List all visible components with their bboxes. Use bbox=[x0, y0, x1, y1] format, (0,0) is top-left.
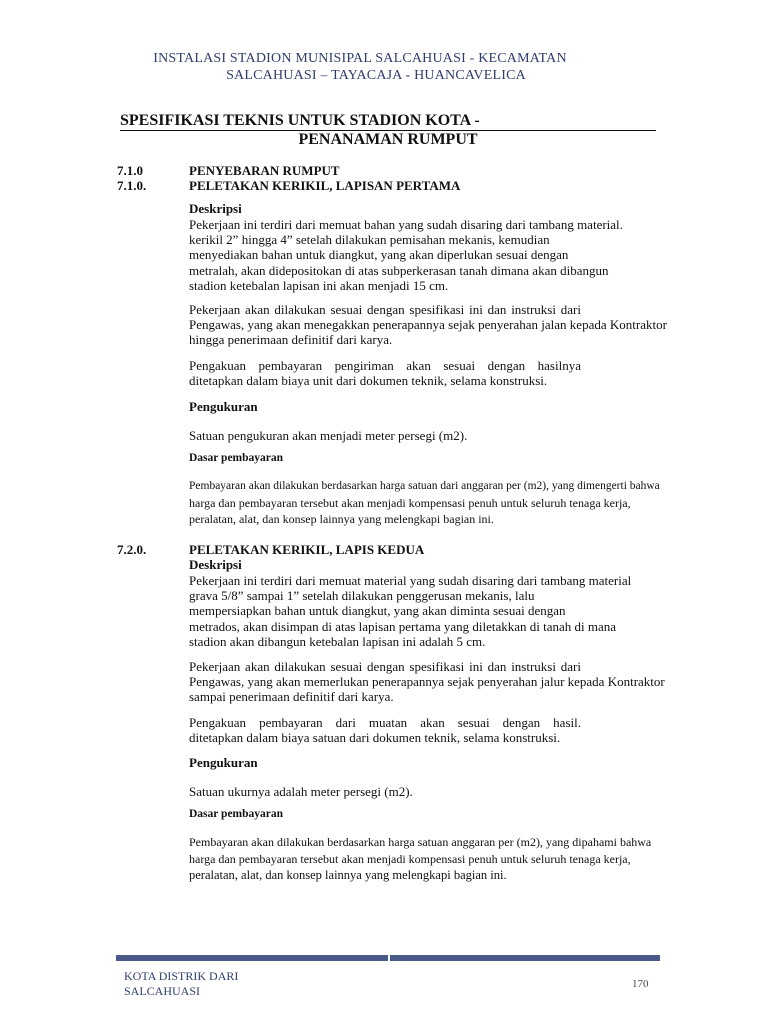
section-title-penyebaran-rumput: PENYEBARAN RUMPUT bbox=[189, 163, 340, 178]
section-title-lapisan-pertama: PELETAKAN KERIKIL, LAPISAN PERTAMA bbox=[189, 178, 461, 193]
page-title-line-2: PENANAMAN RUMPUT bbox=[298, 131, 478, 148]
page-title-line-1: SPESIFIKASI TEKNIS UNTUK STADION KOTA - bbox=[120, 112, 656, 131]
section-number-7-1-0-dot: 7.1.0. bbox=[117, 178, 147, 193]
subheading-deskripsi: Deskripsi bbox=[189, 201, 242, 216]
paragraph-deskripsi-1: Pekerjaan ini terdiri dari memuat bahan yang sudah disaring dari tambang material. kerikil 2” hingga 4” setelah dilakukan pemisahan mekanis, kemudian menyediakan bahan untuk diangkut, yang akan diperlukan sesuai dengan metralah, akan didepositokan di atas subperkerasan tanah dimana akan dibangun stadion ketebalan lapisan ini akan menjadi 15 cm. bbox=[189, 217, 623, 293]
subheading-dasar-pembayaran-2: Dasar pembayaran bbox=[189, 808, 284, 820]
subheading-deskripsi-2: Deskripsi bbox=[189, 557, 242, 572]
page-number: 170 bbox=[632, 978, 649, 990]
paragraph-pengakuan-2: Pengakuan pembayaran dari muatan akan sesuai dengan hasil. ditetapkan dalam biaya satuan dari dokumen teknik, selama konstruksi. bbox=[189, 715, 581, 746]
document-header-line-1: INSTALASI STADION MUNISIPAL SALCAHUASI - KECAMATAN bbox=[153, 51, 567, 66]
paragraph-pengukuran-1: Satuan pengukuran akan menjadi meter persegi (m2). bbox=[189, 428, 468, 443]
paragraph-dasar-pembayaran-2: Pembayaran akan dilakukan berdasarkan harga satuan anggaran per (m2), yang dipahami bahwa harga dan pembayaran tersebut akan menjadi kompensasi penuh untuk seluruh tenaga kerja, peralatan, alat, dan konsep lainnya yang melengkapi bagian ini. bbox=[189, 835, 652, 882]
section-number-7-1-0: 7.1.0 bbox=[117, 163, 143, 178]
paragraph-pelaksanaan-1: Pekerjaan akan dilakukan sesuai dengan spesifikasi ini dan instruksi dari Pengawas, yang akan menegakkan penerapannya sejak penyerahan jalan kepada Kontraktor hingga penerimaan definitif dari karya. bbox=[189, 302, 667, 348]
paragraph-dasar-pembayaran-1: Pembayaran akan dilakukan berdasarkan harga satuan dari anggaran per (m2), yang dimengerti bahwa harga dan pembayaran tersebut akan menjadi kompensasi penuh untuk seluruh tenaga kerja, peralatan, alat, dan konsep lainnya yang melengkapi bagian ini. bbox=[189, 480, 660, 526]
paragraph-pengakuan-1: Pengakuan pembayaran pengiriman akan sesuai dengan hasilnya ditetapkan dalam biaya unit dari dokumen teknik, selama konstruksi. bbox=[189, 358, 581, 389]
subheading-dasar-pembayaran-1: Dasar pembayaran bbox=[189, 452, 284, 464]
subheading-pengukuran-1: Pengukuran bbox=[189, 399, 258, 414]
section-title-lapis-kedua: PELETAKAN KERIKIL, LAPIS KEDUA bbox=[189, 542, 425, 557]
subheading-pengukuran-2: Pengukuran bbox=[189, 755, 258, 770]
section-number-7-2-0: 7.2.0. bbox=[117, 542, 147, 557]
paragraph-deskripsi-2: Pekerjaan ini terdiri dari memuat material yang sudah disaring dari tambang material grava 5/8” sampai 1” setelah dilakukan penggerusan mekanis, lalu mempersiapkan bahan untuk diangkut, yang akan diminta sesuai dengan metrados, akan disimpan di atas lapisan pertama yang diletakkan di tanah di mana stadion akan dibangun ketebalan lapisan ini adalah 5 cm. bbox=[189, 573, 632, 649]
document-header-line-2: SALCAHUASI – TAYACAJA - HUANCAVELICA bbox=[226, 68, 526, 83]
footer-divider-bar bbox=[116, 955, 660, 961]
footer-text-line-1: KOTA DISTRIK DARI bbox=[124, 969, 239, 983]
paragraph-pengukuran-2: Satuan ukurnya adalah meter persegi (m2). bbox=[189, 784, 413, 799]
footer-text-line-2: SALCAHUASI bbox=[124, 984, 201, 998]
paragraph-pelaksanaan-2: Pekerjaan akan dilakukan sesuai dengan spesifikasi ini dan instruksi dari Pengawas, yang akan memerlukan penerapannya sejak penyerahan jalur kepada Kontraktor sampai penerimaan definitif dari karya. bbox=[189, 659, 665, 705]
